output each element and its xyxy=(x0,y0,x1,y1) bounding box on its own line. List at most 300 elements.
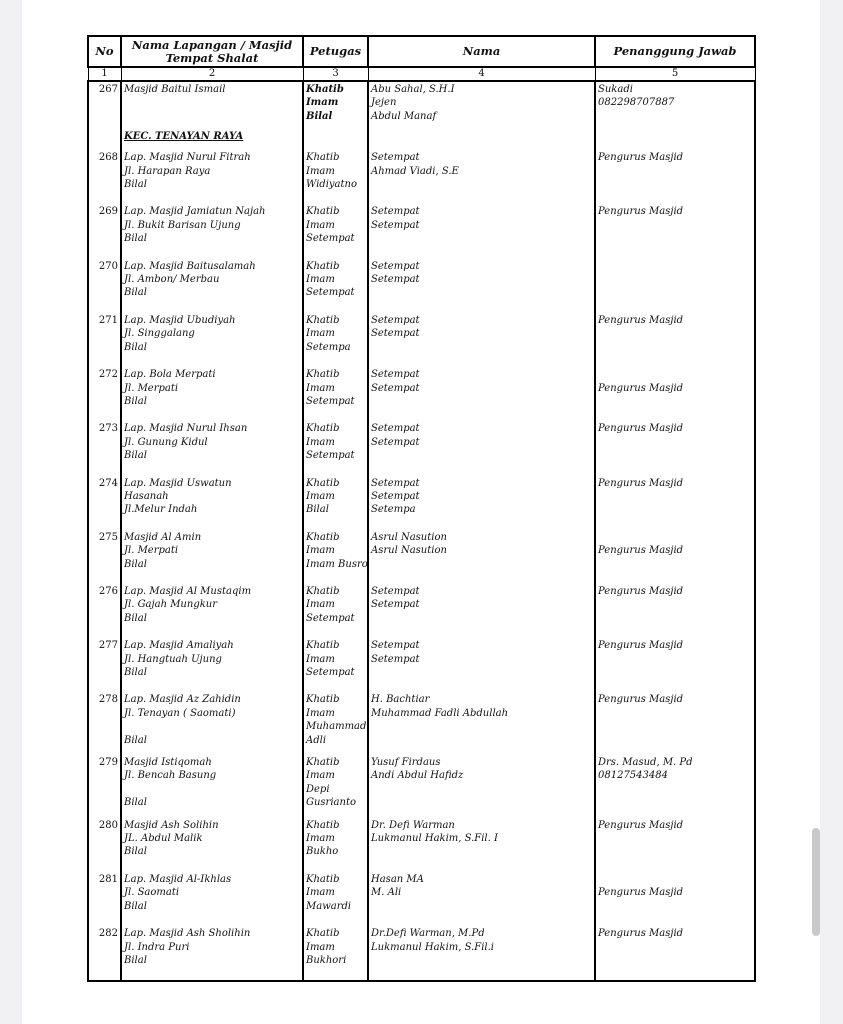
row-number: 279 xyxy=(88,755,121,818)
place-cell-line: Lap. Masjid Al Mustaqim xyxy=(124,585,252,597)
officer-cell-line: Setempat xyxy=(306,395,355,407)
responsible-cell xyxy=(595,692,755,755)
officer-cell-line: Imam xyxy=(306,274,335,286)
place-cell xyxy=(121,313,303,367)
name-cell-line: Asrul Nasution xyxy=(371,545,447,557)
table-header-row xyxy=(88,36,755,67)
officer-cell-line: Khatib xyxy=(306,369,340,381)
table-row xyxy=(88,692,755,755)
responsible-cell-line xyxy=(598,666,752,679)
place-cell-line: Bilal xyxy=(124,797,147,809)
row-number: 269 xyxy=(88,204,121,258)
row-number: 267 xyxy=(88,81,121,123)
responsible-cell xyxy=(595,81,755,123)
name-cell-line xyxy=(371,232,592,245)
name-cell-line: Jejen xyxy=(371,97,397,109)
officer-cell xyxy=(303,204,368,258)
officer-cell-line: Setempat xyxy=(306,287,355,299)
responsible-cell-line xyxy=(598,734,752,747)
responsible-cell-line xyxy=(598,260,752,273)
name-cell-line: Lukmanul Hakim, S.Fil. I xyxy=(371,833,498,845)
responsible-cell-line xyxy=(598,832,752,845)
place-cell-line: Bilal xyxy=(124,287,147,299)
place-cell xyxy=(121,926,303,981)
responsible-cell xyxy=(595,638,755,692)
column-number-3: 3 xyxy=(303,67,368,81)
officer-cell-line: Setempa xyxy=(306,341,351,353)
officer-cell xyxy=(303,872,368,926)
name-cell-line: Setempat xyxy=(371,382,420,394)
table-row xyxy=(88,367,755,421)
place-cell-line: Lap. Masjid Baitusalamah xyxy=(124,260,256,272)
responsible-cell-line: Pengurus Masjid xyxy=(598,152,684,164)
officer-cell-line: Imam xyxy=(306,599,335,611)
table-row xyxy=(88,755,755,818)
place-cell-line: Jl. Tenayan ( Saomati) xyxy=(124,707,236,719)
name-cell-line: Setempat xyxy=(371,653,420,665)
name-cell-line xyxy=(371,449,592,462)
name-cell xyxy=(368,313,595,367)
place-cell-line: Lap. Masjid Ubudiyah xyxy=(124,314,236,326)
officer-cell xyxy=(303,638,368,692)
responsible-cell xyxy=(595,204,755,258)
row-number: 274 xyxy=(88,476,121,530)
place-cell xyxy=(121,692,303,755)
responsible-cell-line xyxy=(598,612,752,625)
responsible-cell-line xyxy=(598,900,752,913)
place-cell xyxy=(121,584,303,638)
place-cell-line: Masjid Baitul Ismail xyxy=(124,84,226,95)
officer-cell-line: Imam xyxy=(306,545,335,557)
officer-cell-line: Setempat xyxy=(306,233,355,245)
officer-cell-line: Muhammad xyxy=(306,721,367,733)
officer-cell-line: Bukho xyxy=(306,846,339,858)
responsible-cell-line xyxy=(598,941,752,954)
place-cell-line: Jl. Merpati xyxy=(124,382,179,394)
responsible-cell-line: Pengurus Masjid xyxy=(598,819,684,831)
place-cell xyxy=(121,755,303,818)
name-cell-line: M. Ali xyxy=(371,887,402,899)
name-cell xyxy=(368,638,595,692)
responsible-cell-line xyxy=(598,490,752,503)
responsible-cell xyxy=(595,150,755,204)
officer-cell-line: Khatib xyxy=(306,694,340,706)
name-cell-line: Lukmanul Hakim, S.Fil.i xyxy=(371,941,495,953)
place-cell-line: Jl. Gunung Kidul xyxy=(124,436,208,448)
row-number: 278 xyxy=(88,692,121,755)
name-cell xyxy=(368,584,595,638)
place-cell xyxy=(121,367,303,421)
name-cell-line xyxy=(371,286,592,299)
responsible-cell-line: 082298707887 xyxy=(598,97,675,109)
place-cell-line: Lap. Bola Merpati xyxy=(124,369,216,381)
table-row xyxy=(88,476,755,530)
officer-cell-line: Khatib xyxy=(306,152,340,164)
row-number: 268 xyxy=(88,150,121,204)
responsible-cell-line xyxy=(598,796,752,809)
name-cell-line: Dr. Defi Warman xyxy=(371,819,455,831)
row-number: 281 xyxy=(88,872,121,926)
place-cell-line: Bilal xyxy=(124,734,147,746)
name-cell-line xyxy=(371,954,592,967)
name-cell-line: Setempat xyxy=(371,640,420,652)
name-cell-line xyxy=(371,178,592,191)
empty-cell xyxy=(303,123,368,150)
place-cell-line: Bilal xyxy=(124,341,147,353)
place-cell-line: Jl. Hangtuah Ujung xyxy=(124,653,222,665)
name-cell-line: Setempat xyxy=(371,260,420,272)
place-cell xyxy=(121,818,303,872)
officer-schedule-table xyxy=(87,35,756,982)
place-cell-line: Bilal xyxy=(124,900,147,912)
name-cell xyxy=(368,204,595,258)
table-row xyxy=(88,584,755,638)
responsible-cell xyxy=(595,818,755,872)
name-cell-line: Setempat xyxy=(371,274,420,286)
name-cell-line: Abu Sahal, S.H.I xyxy=(371,84,455,95)
officer-cell-line: Khatib xyxy=(306,314,340,326)
responsible-cell-line: Pengurus Masjid xyxy=(598,206,684,218)
name-cell-line: Setempa xyxy=(371,504,416,516)
row-number: 276 xyxy=(88,584,121,638)
officer-cell-line: Imam xyxy=(306,165,335,177)
officer-cell-line: Imam xyxy=(306,219,335,231)
place-cell-line xyxy=(124,96,300,109)
empty-cell xyxy=(88,123,121,150)
row-number: 275 xyxy=(88,530,121,584)
place-cell xyxy=(121,259,303,313)
table-row xyxy=(88,150,755,204)
officer-cell-line: Imam xyxy=(306,941,335,953)
row-number: 271 xyxy=(88,313,121,367)
place-cell-line: Jl. Saomati xyxy=(124,887,180,899)
officer-cell-line: Khatib xyxy=(306,585,340,597)
place-cell xyxy=(121,872,303,926)
officer-cell-line: Khatib xyxy=(306,928,340,940)
officer-cell-line: Imam xyxy=(306,436,335,448)
officer-cell xyxy=(303,692,368,755)
section-row xyxy=(88,123,755,150)
responsible-cell-line xyxy=(598,327,752,340)
row-number: 272 xyxy=(88,367,121,421)
place-cell-line: Bilal xyxy=(124,450,147,462)
name-cell-line: Abdul Manaf xyxy=(371,110,437,122)
officer-cell-line: Khatib xyxy=(306,531,340,543)
responsible-cell-line xyxy=(598,341,752,354)
responsible-cell-line xyxy=(598,449,752,462)
officer-cell-line: Imam xyxy=(306,490,335,502)
header-no: No xyxy=(88,36,121,67)
name-cell-line: Setempat xyxy=(371,599,420,611)
name-cell-line xyxy=(371,395,592,408)
place-cell-line: Jl. Singgalang xyxy=(124,328,195,340)
name-cell xyxy=(368,367,595,421)
responsible-cell xyxy=(595,313,755,367)
place-cell-line: Lap. Masjid Ash Sholihin xyxy=(124,928,251,940)
officer-cell-line: Mawardi xyxy=(306,900,352,912)
column-number-4: 4 xyxy=(368,67,595,81)
responsible-cell-line xyxy=(598,110,752,123)
table-row xyxy=(88,204,755,258)
place-cell-line: Hasanah xyxy=(124,490,169,502)
place-cell-line: Bilal xyxy=(124,558,147,570)
officer-cell-line: Setempat xyxy=(306,450,355,462)
row-number: 270 xyxy=(88,259,121,313)
table-row xyxy=(88,872,755,926)
responsible-cell-line xyxy=(598,653,752,666)
name-cell-line: Andi Abdul Hafidz xyxy=(371,770,464,782)
place-cell-line: Jl. Indra Puri xyxy=(124,941,190,953)
officer-cell-line: Khatib xyxy=(306,640,340,652)
officer-cell-line: Bukhori xyxy=(306,954,347,966)
responsible-cell-line xyxy=(598,165,752,178)
officer-cell xyxy=(303,926,368,981)
officer-cell-line: Adli xyxy=(306,734,327,746)
place-cell-line: Lap. Masjid Amaliyah xyxy=(124,640,234,652)
place-cell-line: Bilal xyxy=(124,179,147,191)
officer-cell-line: Imam Busro xyxy=(306,558,368,570)
officer-cell xyxy=(303,150,368,204)
responsible-cell-line xyxy=(598,232,752,245)
name-cell-line: Setempat xyxy=(371,314,420,326)
officer-cell-line: Gusrianto xyxy=(306,797,356,809)
officer-cell-line: Bilal xyxy=(306,504,329,516)
responsible-cell-line xyxy=(598,219,752,232)
column-number-row xyxy=(88,67,755,81)
table-row xyxy=(88,926,755,981)
place-cell-line xyxy=(124,110,300,123)
place-cell xyxy=(121,81,303,123)
responsible-cell-line: 08127543484 xyxy=(598,770,668,782)
officer-cell xyxy=(303,259,368,313)
place-cell-line: Masjid Istiqomah xyxy=(124,757,212,769)
name-cell xyxy=(368,530,595,584)
responsible-cell-line xyxy=(598,273,752,286)
name-cell-line: Setempat xyxy=(371,490,420,502)
officer-cell xyxy=(303,818,368,872)
officer-cell-line: Imam xyxy=(306,328,335,340)
name-cell-line xyxy=(371,720,592,733)
responsible-cell-line xyxy=(598,954,752,967)
row-number: 277 xyxy=(88,638,121,692)
responsible-cell-line xyxy=(598,558,752,571)
column-number-5: 5 xyxy=(595,67,755,81)
header-place: Nama Lapangan / Masjid Tempat Shalat xyxy=(121,36,303,67)
name-cell-line: Dr.Defi Warman, M.Pd xyxy=(371,928,485,940)
responsible-cell-line: Pengurus Masjid xyxy=(598,314,684,326)
officer-cell xyxy=(303,530,368,584)
officer-cell xyxy=(303,584,368,638)
name-cell-line: Setempat xyxy=(371,328,420,340)
empty-cell xyxy=(368,123,595,150)
responsible-cell-line xyxy=(598,845,752,858)
responsible-cell-line: Pengurus Masjid xyxy=(598,887,684,899)
name-cell-line: H. Bachtiar xyxy=(371,694,430,706)
table-row xyxy=(88,530,755,584)
officer-cell xyxy=(303,313,368,367)
name-cell-line: Setempat xyxy=(371,206,420,218)
officer-cell-line: Khatib xyxy=(306,260,340,272)
officer-cell-line: Bilal xyxy=(306,110,333,122)
place-cell xyxy=(121,530,303,584)
officer-cell-line: Imam xyxy=(306,770,335,782)
place-cell-line: Jl. Merpati xyxy=(124,545,179,557)
place-cell xyxy=(121,638,303,692)
column-number-1: 1 xyxy=(88,67,121,81)
officer-cell xyxy=(303,755,368,818)
responsible-cell-line: Sukadi xyxy=(598,84,633,95)
name-cell-line xyxy=(371,783,592,796)
header-name: Nama xyxy=(368,36,595,67)
name-cell-line: Setempat xyxy=(371,152,420,164)
responsible-cell-line xyxy=(598,368,752,381)
place-cell-line: Bilal xyxy=(124,612,147,624)
place-cell xyxy=(121,204,303,258)
name-cell-line xyxy=(371,900,592,913)
name-cell xyxy=(368,755,595,818)
table-row xyxy=(88,259,755,313)
name-cell-line: Muhammad Fadli Abdullah xyxy=(371,707,509,719)
place-cell-line: Masjid Ash Solihin xyxy=(124,819,219,831)
officer-cell xyxy=(303,81,368,123)
place-cell xyxy=(121,150,303,204)
place-cell xyxy=(121,476,303,530)
place-cell-line: Bilal xyxy=(124,667,147,678)
responsible-cell xyxy=(595,584,755,638)
officer-cell-line: Depi xyxy=(306,783,330,795)
name-cell xyxy=(368,476,595,530)
name-cell xyxy=(368,421,595,475)
place-cell-line: Jl.Melur Indah xyxy=(124,504,198,516)
scrollbar-thumb[interactable] xyxy=(812,828,820,936)
row-number: 280 xyxy=(88,818,121,872)
officer-cell-line: Imam xyxy=(306,833,335,845)
responsible-cell-line xyxy=(598,395,752,408)
name-cell-line: Setempat xyxy=(371,477,420,489)
place-cell-line: Lap. Masjid Jamiatun Najah xyxy=(124,206,266,218)
name-cell-line: Yusuf Firdaus xyxy=(371,757,441,769)
name-cell-line: Setempat xyxy=(371,219,420,231)
row-number: 273 xyxy=(88,421,121,475)
responsible-cell-line xyxy=(598,286,752,299)
responsible-cell xyxy=(595,259,755,313)
place-cell-line: Lap. Masjid Nurul Fitrah xyxy=(124,152,251,164)
responsible-cell-line xyxy=(598,598,752,611)
officer-cell xyxy=(303,367,368,421)
responsible-cell-line: Pengurus Masjid xyxy=(598,545,684,557)
responsible-cell-line xyxy=(598,707,752,720)
responsible-cell-line xyxy=(598,178,752,191)
name-cell xyxy=(368,692,595,755)
place-cell-line: Lap. Masjid Az Zahidin xyxy=(124,694,241,706)
table-row xyxy=(88,818,755,872)
header-responsible: Penanggung Jawab xyxy=(595,36,755,67)
responsible-cell-line xyxy=(598,720,752,733)
name-cell xyxy=(368,872,595,926)
responsible-cell-line xyxy=(598,783,752,796)
name-cell-line xyxy=(371,612,592,625)
name-cell-line xyxy=(371,796,592,809)
table-row xyxy=(88,421,755,475)
officer-cell-line: Setempat xyxy=(306,667,355,678)
officer-cell-line: Imam xyxy=(306,887,335,899)
place-cell-line: Jl. Ambon/ Merbau xyxy=(124,274,220,286)
name-cell-line xyxy=(371,341,592,354)
place-cell-line: Bilal xyxy=(124,233,147,245)
responsible-cell-line: Pengurus Masjid xyxy=(598,477,684,489)
name-cell-line: Setempat xyxy=(371,423,420,435)
responsible-cell-line xyxy=(598,873,752,886)
column-number-2: 2 xyxy=(121,67,303,81)
place-cell-line: Bilal xyxy=(124,846,147,858)
place-cell-line: Masjid Al Amin xyxy=(124,531,202,543)
name-cell xyxy=(368,81,595,123)
name-cell-line: Setempat xyxy=(371,369,420,381)
responsible-cell-line: Pengurus Masjid xyxy=(598,585,684,597)
responsible-cell-line: Pengurus Masjid xyxy=(598,423,684,435)
responsible-cell xyxy=(595,421,755,475)
name-cell xyxy=(368,926,595,981)
place-cell-line: JL. Abdul Malik xyxy=(124,833,203,845)
officer-cell-line: Imam xyxy=(306,653,335,665)
responsible-cell-line xyxy=(598,503,752,516)
officer-cell-line: Imam xyxy=(306,382,335,394)
section-heading: KEC. TENAYAN RAYA xyxy=(124,131,244,143)
place-cell-line xyxy=(124,783,300,796)
name-cell-line: Asrul Nasution xyxy=(371,531,447,543)
name-cell-line: Setempat xyxy=(371,436,420,448)
responsible-cell xyxy=(595,367,755,421)
place-cell-line: Jl. Bencah Basung xyxy=(124,770,217,782)
officer-cell-line: Imam xyxy=(306,97,339,109)
section-cell xyxy=(121,123,303,150)
place-cell-line: Lap. Masjid Nurul Ihsan xyxy=(124,423,248,435)
place-cell-line: Lap. Masjid Al-Ikhlas xyxy=(124,873,232,885)
name-cell-line xyxy=(371,845,592,858)
header-officer: Petugas xyxy=(303,36,368,67)
row-number: 282 xyxy=(88,926,121,981)
table-row xyxy=(88,313,755,367)
place-cell-line: Lap. Masjid Uswatun xyxy=(124,477,232,489)
responsible-cell-line: Drs. Masud, M. Pd xyxy=(598,757,693,769)
name-cell-line xyxy=(371,558,592,571)
name-cell-line xyxy=(371,666,592,679)
officer-cell-line: Setempat xyxy=(306,612,355,624)
name-cell xyxy=(368,150,595,204)
place-cell-line: Jl. Bukit Barisan Ujung xyxy=(124,219,241,231)
table-body xyxy=(88,81,755,981)
name-cell xyxy=(368,259,595,313)
officer-cell xyxy=(303,476,368,530)
place-cell xyxy=(121,421,303,475)
officer-cell-line: Khatib xyxy=(306,206,340,218)
responsible-cell-line: Pengurus Masjid xyxy=(598,640,684,652)
officer-cell-line: Khatib xyxy=(306,819,340,831)
place-cell-line: Jl. Harapan Raya xyxy=(124,165,211,177)
responsible-cell-line: Pengurus Masjid xyxy=(598,928,684,940)
table-row xyxy=(88,81,755,123)
place-cell-line xyxy=(124,720,300,733)
name-cell-line: Hasan MA xyxy=(371,873,424,885)
officer-cell-line: Khatib xyxy=(306,757,340,769)
officer-cell-line: Imam xyxy=(306,707,335,719)
responsible-cell-line xyxy=(598,436,752,449)
officer-cell xyxy=(303,421,368,475)
officer-cell-line: Khatib xyxy=(306,84,344,95)
name-cell-line xyxy=(371,734,592,747)
place-cell-line: Bilal xyxy=(124,395,147,407)
name-cell-line: Setempat xyxy=(371,585,420,597)
